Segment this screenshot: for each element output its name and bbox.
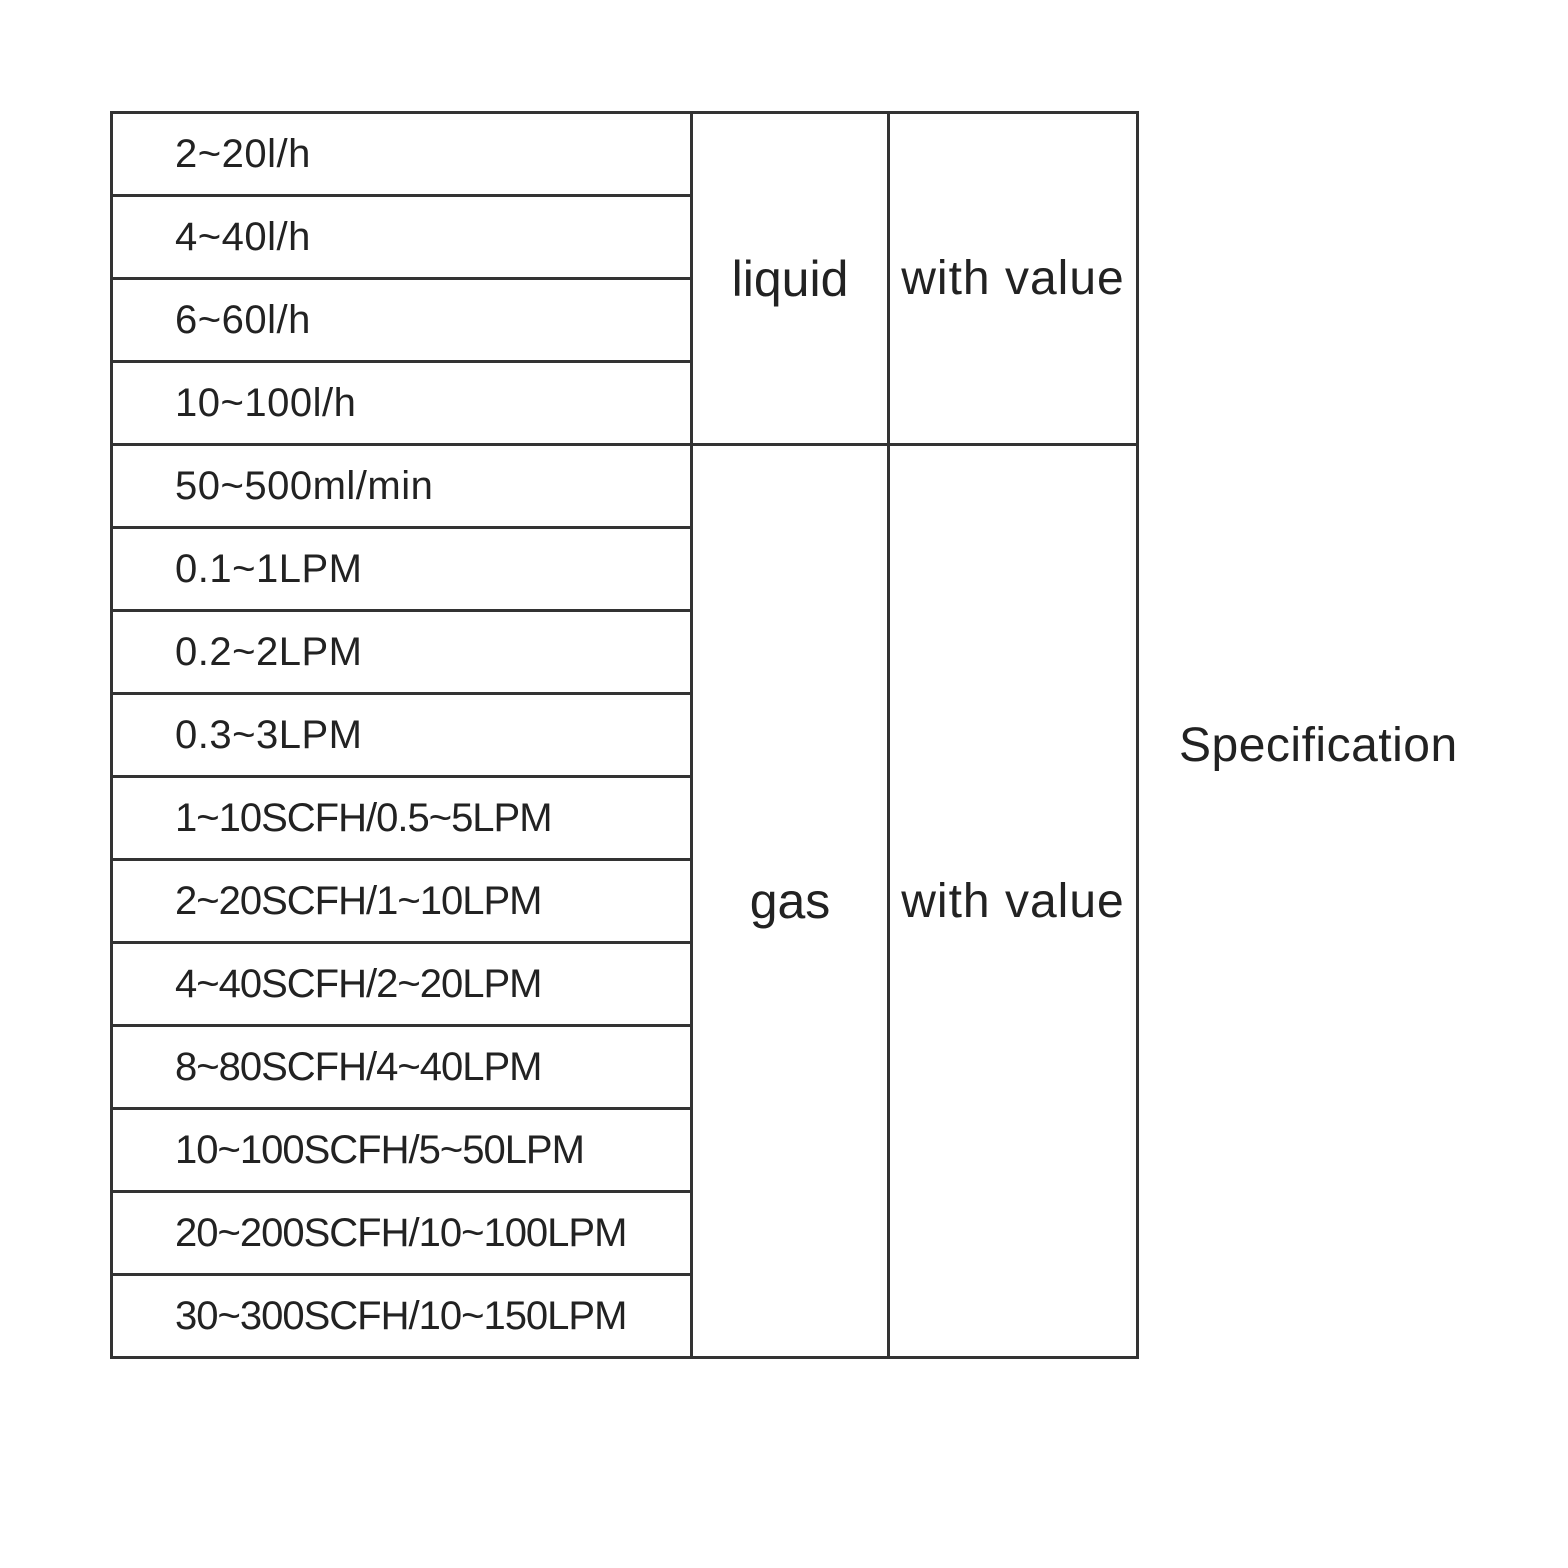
range-cell: 20~200SCFH/10~100LPM [112,1192,692,1275]
medium-cell-gas: gas [692,445,889,1358]
range-cell: 2~20l/h [112,113,692,196]
table-row [112,445,1138,528]
range-cell: 10~100l/h [112,362,692,445]
range-cell: 0.3~3LPM [112,694,692,777]
range-cell: 10~100SCFH/5~50LPM [112,1109,692,1192]
range-cell: 4~40l/h [112,196,692,279]
specification-label: Specification [1179,719,1458,772]
range-cell: 6~60l/h [112,279,692,362]
range-cell: 2~20SCFH/1~10LPM [112,860,692,943]
range-cell: 0.1~1LPM [112,528,692,611]
range-cell: 8~80SCFH/4~40LPM [112,1026,692,1109]
range-cell: 1~10SCFH/0.5~5LPM [112,777,692,860]
medium-cell-liquid: liquid [692,113,889,445]
table-row [112,113,1138,196]
valve-cell-liquid: with value [889,113,1138,445]
range-cell: 4~40SCFH/2~20LPM [112,943,692,1026]
valve-cell-gas: with value [889,445,1138,1358]
range-cell: 30~300SCFH/10~150LPM [112,1275,692,1358]
range-cell: 0.2~2LPM [112,611,692,694]
range-cell: 50~500ml/min [112,445,692,528]
specification-table [110,111,1139,1359]
